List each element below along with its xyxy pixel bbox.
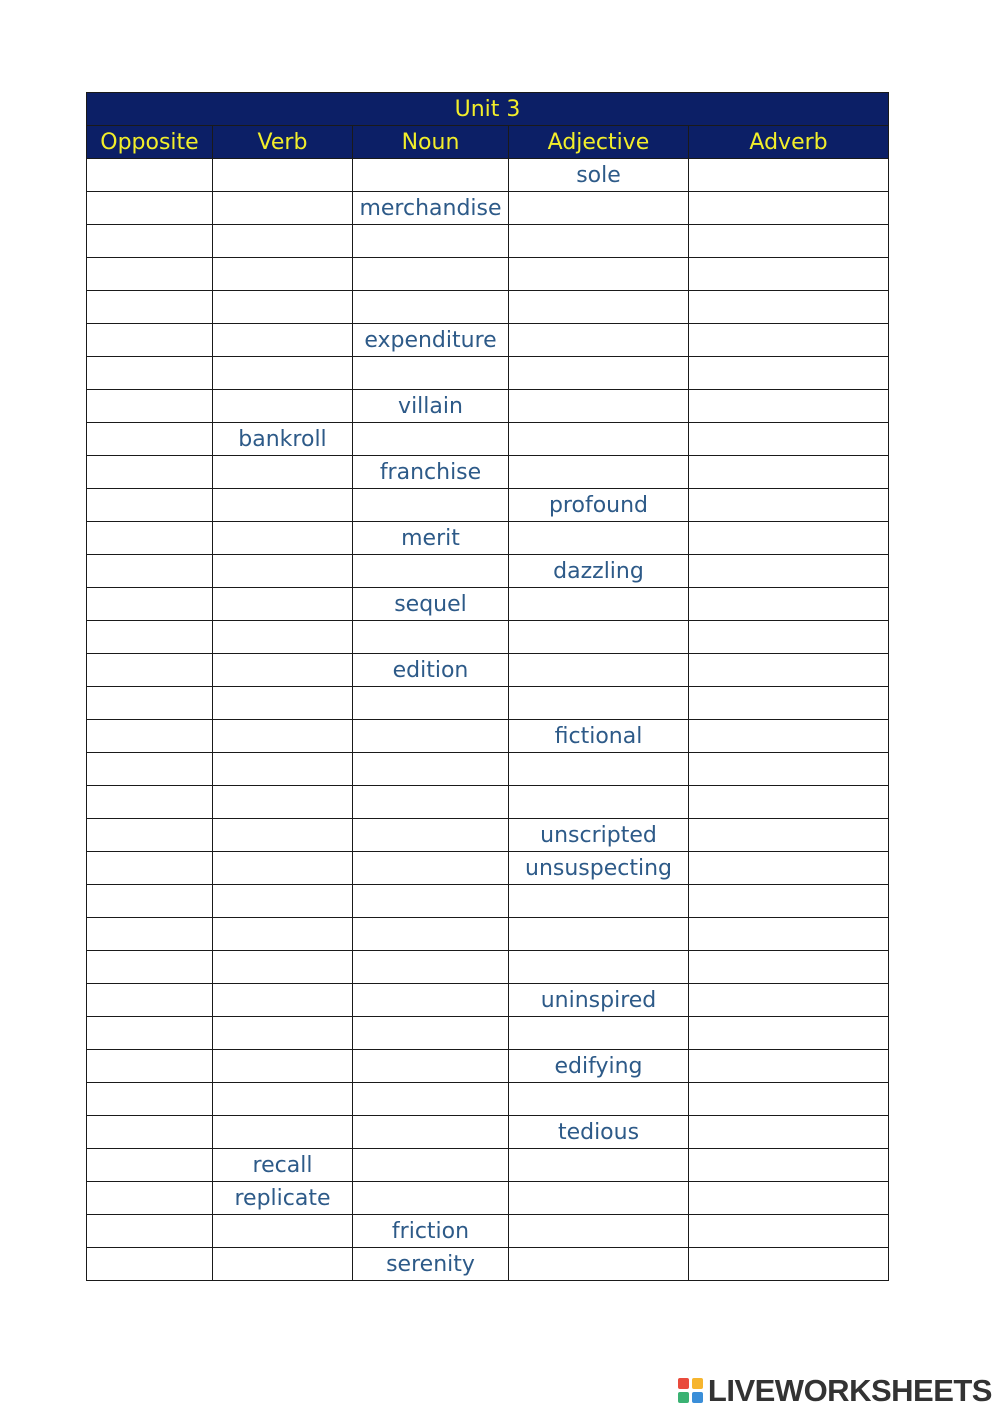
answer-cell-opposite[interactable]: [87, 951, 213, 984]
given-word-adjective: edifying: [509, 1050, 689, 1083]
answer-cell-adverb[interactable]: [689, 753, 889, 786]
given-word-noun: villain: [353, 390, 509, 423]
answer-cell-adjective[interactable]: [509, 1149, 689, 1182]
answer-cell-adverb[interactable]: [689, 357, 889, 390]
answer-cell-adjective[interactable]: [509, 1017, 689, 1050]
answer-cell-opposite[interactable]: [87, 522, 213, 555]
answer-cell-noun[interactable]: [353, 621, 509, 654]
table-row: [87, 1182, 889, 1215]
answer-cell-adjective[interactable]: [509, 1248, 689, 1281]
answer-cell-adverb[interactable]: [689, 225, 889, 258]
answer-cell-verb[interactable]: [213, 258, 353, 291]
column-header-opposite: Opposite: [87, 126, 213, 159]
answer-cell-noun[interactable]: [353, 225, 509, 258]
answer-cell-verb[interactable]: [213, 720, 353, 753]
answer-cell-verb[interactable]: [213, 555, 353, 588]
answer-cell-noun[interactable]: [353, 753, 509, 786]
answer-cell-opposite[interactable]: [87, 357, 213, 390]
answer-cell-verb[interactable]: [213, 390, 353, 423]
answer-cell-verb[interactable]: [213, 588, 353, 621]
answer-cell-adverb[interactable]: [689, 1017, 889, 1050]
given-word-adjective: dazzling: [509, 555, 689, 588]
given-word-adjective: tedious: [509, 1116, 689, 1149]
answer-cell-opposite[interactable]: [87, 720, 213, 753]
answer-cell-adverb[interactable]: [689, 720, 889, 753]
answer-cell-opposite[interactable]: [87, 291, 213, 324]
table-row: [87, 753, 889, 786]
answer-cell-opposite[interactable]: [87, 1215, 213, 1248]
answer-cell-adverb[interactable]: [689, 1116, 889, 1149]
table-row: [87, 324, 889, 357]
answer-cell-verb[interactable]: [213, 621, 353, 654]
answer-cell-opposite[interactable]: [87, 753, 213, 786]
given-word-noun: edition: [353, 654, 509, 687]
given-word-noun: friction: [353, 1215, 509, 1248]
answer-cell-verb[interactable]: [213, 489, 353, 522]
answer-cell-opposite[interactable]: [87, 819, 213, 852]
answer-cell-verb[interactable]: [213, 456, 353, 489]
answer-cell-noun[interactable]: [353, 687, 509, 720]
table-row: [87, 456, 889, 489]
answer-cell-noun[interactable]: [353, 357, 509, 390]
answer-cell-adverb[interactable]: [689, 951, 889, 984]
answer-cell-opposite[interactable]: [87, 786, 213, 819]
answer-cell-opposite[interactable]: [87, 225, 213, 258]
answer-cell-adjective[interactable]: [509, 918, 689, 951]
answer-cell-opposite[interactable]: [87, 258, 213, 291]
answer-cell-adjective[interactable]: [509, 291, 689, 324]
answer-cell-adverb[interactable]: [689, 1050, 889, 1083]
answer-cell-noun[interactable]: [353, 489, 509, 522]
table-row: [87, 951, 889, 984]
answer-cell-noun[interactable]: [353, 1050, 509, 1083]
answer-cell-verb[interactable]: [213, 753, 353, 786]
answer-cell-verb[interactable]: [213, 786, 353, 819]
answer-cell-verb[interactable]: [213, 1116, 353, 1149]
table-row: [87, 489, 889, 522]
answer-cell-verb[interactable]: [213, 1017, 353, 1050]
answer-cell-noun[interactable]: [353, 291, 509, 324]
table-row: [87, 786, 889, 819]
table-row: [87, 291, 889, 324]
given-word-verb: replicate: [213, 1182, 353, 1215]
liveworksheets-logo: [678, 1375, 992, 1407]
answer-cell-opposite[interactable]: [87, 1017, 213, 1050]
answer-cell-adverb[interactable]: [689, 1248, 889, 1281]
answer-cell-adverb[interactable]: [689, 423, 889, 456]
table-row: [87, 1248, 889, 1281]
table-row: [87, 588, 889, 621]
answer-cell-verb[interactable]: [213, 225, 353, 258]
answer-cell-adjective[interactable]: [509, 753, 689, 786]
table-row: [87, 1215, 889, 1248]
answer-cell-verb[interactable]: [213, 1050, 353, 1083]
answer-cell-verb[interactable]: [213, 984, 353, 1017]
answer-cell-opposite[interactable]: [87, 852, 213, 885]
table-row: [87, 1017, 889, 1050]
answer-cell-adjective[interactable]: [509, 1215, 689, 1248]
answer-cell-adverb[interactable]: [689, 918, 889, 951]
answer-cell-verb[interactable]: [213, 357, 353, 390]
answer-cell-opposite[interactable]: [87, 918, 213, 951]
answer-cell-noun[interactable]: [353, 786, 509, 819]
answer-cell-noun[interactable]: [353, 852, 509, 885]
answer-cell-verb[interactable]: [213, 192, 353, 225]
given-word-adjective: uninspired: [509, 984, 689, 1017]
answer-cell-opposite[interactable]: [87, 159, 213, 192]
table-row: [87, 423, 889, 456]
answer-cell-noun[interactable]: [353, 984, 509, 1017]
answer-cell-adverb[interactable]: [689, 1149, 889, 1182]
answer-cell-adjective[interactable]: [509, 1083, 689, 1116]
answer-cell-adverb[interactable]: [689, 456, 889, 489]
answer-cell-adjective[interactable]: [509, 687, 689, 720]
answer-cell-verb[interactable]: [213, 951, 353, 984]
given-word-verb: bankroll: [213, 423, 353, 456]
table-row: [87, 1050, 889, 1083]
table-row: [87, 1149, 889, 1182]
answer-cell-adverb[interactable]: [689, 1083, 889, 1116]
answer-cell-opposite[interactable]: [87, 687, 213, 720]
answer-cell-noun[interactable]: [353, 555, 509, 588]
liveworksheets-logo-icon: [678, 1378, 704, 1404]
answer-cell-noun[interactable]: [353, 1149, 509, 1182]
table-row: [87, 654, 889, 687]
answer-cell-opposite[interactable]: [87, 1116, 213, 1149]
given-word-adjective: fictional: [509, 720, 689, 753]
answer-cell-adverb[interactable]: [689, 192, 889, 225]
answer-cell-noun[interactable]: [353, 918, 509, 951]
given-word-noun: merchandise: [353, 192, 509, 225]
table-row: [87, 522, 889, 555]
answer-cell-verb[interactable]: [213, 1215, 353, 1248]
answer-cell-opposite[interactable]: [87, 423, 213, 456]
column-header-verb: Verb: [213, 126, 353, 159]
table-row: [87, 984, 889, 1017]
answer-cell-verb[interactable]: [213, 687, 353, 720]
table-row: [87, 390, 889, 423]
answer-cell-verb[interactable]: [213, 918, 353, 951]
given-word-noun: merit: [353, 522, 509, 555]
answer-cell-adjective[interactable]: [509, 951, 689, 984]
given-word-noun: serenity: [353, 1248, 509, 1281]
answer-cell-adjective[interactable]: [509, 357, 689, 390]
answer-cell-adverb[interactable]: [689, 852, 889, 885]
answer-cell-adverb[interactable]: [689, 588, 889, 621]
answer-cell-opposite[interactable]: [87, 1149, 213, 1182]
given-word-adjective: profound: [509, 489, 689, 522]
answer-cell-opposite[interactable]: [87, 456, 213, 489]
answer-cell-adjective[interactable]: [509, 324, 689, 357]
logo-wordmark: LIVEWORKSHEETS: [707, 1373, 992, 1408]
answer-cell-noun[interactable]: [353, 1116, 509, 1149]
answer-cell-verb[interactable]: [213, 1248, 353, 1281]
answer-cell-adverb[interactable]: [689, 555, 889, 588]
answer-cell-adjective[interactable]: [509, 423, 689, 456]
answer-cell-noun[interactable]: [353, 720, 509, 753]
table-row: [87, 225, 889, 258]
answer-cell-adjective[interactable]: [509, 258, 689, 291]
given-word-noun: expenditure: [353, 324, 509, 357]
table-row: [87, 918, 889, 951]
given-word-verb: recall: [213, 1149, 353, 1182]
answer-cell-verb[interactable]: [213, 1083, 353, 1116]
column-header-noun: Noun: [353, 126, 509, 159]
answer-cell-noun[interactable]: [353, 951, 509, 984]
answer-cell-noun[interactable]: [353, 423, 509, 456]
title-row: [87, 93, 889, 126]
answer-cell-adjective[interactable]: [509, 654, 689, 687]
answer-cell-adverb[interactable]: [689, 654, 889, 687]
answer-cell-opposite[interactable]: [87, 588, 213, 621]
answer-cell-adverb[interactable]: [689, 522, 889, 555]
answer-cell-noun[interactable]: [353, 159, 509, 192]
answer-cell-adjective[interactable]: [509, 885, 689, 918]
answer-cell-opposite[interactable]: [87, 1248, 213, 1281]
answer-cell-verb[interactable]: [213, 852, 353, 885]
table-row: [87, 1083, 889, 1116]
answer-cell-opposite[interactable]: [87, 1050, 213, 1083]
answer-cell-opposite[interactable]: [87, 885, 213, 918]
answer-cell-noun[interactable]: [353, 885, 509, 918]
column-header-adjective: Adjective: [509, 126, 689, 159]
answer-cell-adverb[interactable]: [689, 621, 889, 654]
table-row: [87, 357, 889, 390]
answer-cell-verb[interactable]: [213, 819, 353, 852]
table-title: Unit 3: [87, 93, 889, 126]
table-row: [87, 159, 889, 192]
answer-cell-adverb[interactable]: [689, 324, 889, 357]
answer-cell-noun[interactable]: [353, 819, 509, 852]
given-word-adjective: unscripted: [509, 819, 689, 852]
answer-cell-noun[interactable]: [353, 1182, 509, 1215]
answer-cell-adverb[interactable]: [689, 489, 889, 522]
answer-cell-adjective[interactable]: [509, 390, 689, 423]
answer-cell-verb[interactable]: [213, 885, 353, 918]
answer-cell-noun[interactable]: [353, 1017, 509, 1050]
answer-cell-adjective[interactable]: [509, 588, 689, 621]
table-body: [87, 159, 889, 1281]
answer-cell-noun[interactable]: [353, 1083, 509, 1116]
answer-cell-adverb[interactable]: [689, 390, 889, 423]
given-word-adjective: sole: [509, 159, 689, 192]
table-row: [87, 819, 889, 852]
answer-cell-adverb[interactable]: [689, 885, 889, 918]
answer-cell-adverb[interactable]: [689, 291, 889, 324]
answer-cell-opposite[interactable]: [87, 1182, 213, 1215]
given-word-noun: sequel: [353, 588, 509, 621]
answer-cell-verb[interactable]: [213, 522, 353, 555]
answer-cell-opposite[interactable]: [87, 324, 213, 357]
answer-cell-opposite[interactable]: [87, 390, 213, 423]
table-row: [87, 555, 889, 588]
answer-cell-opposite[interactable]: [87, 621, 213, 654]
answer-cell-adjective[interactable]: [509, 621, 689, 654]
answer-cell-opposite[interactable]: [87, 1083, 213, 1116]
table-row: [87, 852, 889, 885]
answer-cell-opposite[interactable]: [87, 984, 213, 1017]
answer-cell-adverb[interactable]: [689, 159, 889, 192]
table-row: [87, 258, 889, 291]
answer-cell-adverb[interactable]: [689, 819, 889, 852]
table-row: [87, 885, 889, 918]
answer-cell-adverb[interactable]: [689, 984, 889, 1017]
answer-cell-verb[interactable]: [213, 324, 353, 357]
table-row: [87, 192, 889, 225]
answer-cell-verb[interactable]: [213, 291, 353, 324]
table-row: [87, 687, 889, 720]
given-word-noun: franchise: [353, 456, 509, 489]
table-row: [87, 621, 889, 654]
answer-cell-adverb[interactable]: [689, 1182, 889, 1215]
answer-cell-adverb[interactable]: [689, 258, 889, 291]
table-row: [87, 720, 889, 753]
answer-cell-verb[interactable]: [213, 159, 353, 192]
answer-cell-adjective[interactable]: [509, 522, 689, 555]
answer-cell-adverb[interactable]: [689, 1215, 889, 1248]
column-header-row: [87, 126, 889, 159]
vocabulary-table: [86, 92, 889, 1281]
table-row: [87, 1116, 889, 1149]
given-word-adjective: unsuspecting: [509, 852, 689, 885]
answer-cell-adjective[interactable]: [509, 1182, 689, 1215]
answer-cell-noun[interactable]: [353, 258, 509, 291]
column-header-adverb: Adverb: [689, 126, 889, 159]
answer-cell-adjective[interactable]: [509, 225, 689, 258]
answer-cell-adjective[interactable]: [509, 192, 689, 225]
answer-cell-adjective[interactable]: [509, 786, 689, 819]
answer-cell-opposite[interactable]: [87, 489, 213, 522]
answer-cell-opposite[interactable]: [87, 192, 213, 225]
answer-cell-verb[interactable]: [213, 654, 353, 687]
answer-cell-adverb[interactable]: [689, 786, 889, 819]
answer-cell-opposite[interactable]: [87, 654, 213, 687]
answer-cell-adverb[interactable]: [689, 687, 889, 720]
answer-cell-opposite[interactable]: [87, 555, 213, 588]
answer-cell-adjective[interactable]: [509, 456, 689, 489]
